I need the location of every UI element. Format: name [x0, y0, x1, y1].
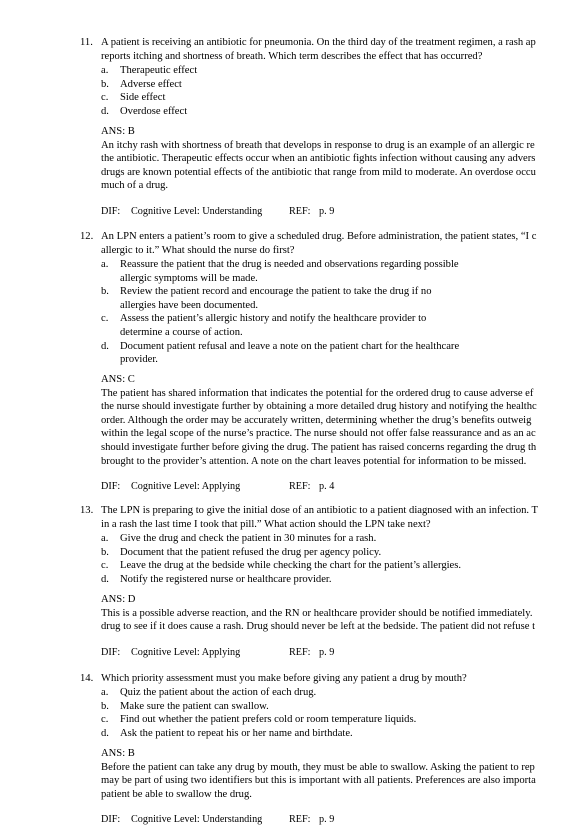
- option-letter: d.: [101, 340, 109, 352]
- dif-label: DIF:: [101, 647, 121, 658]
- answer-block: [101, 373, 537, 468]
- option-c: [101, 91, 521, 105]
- question-meta: [101, 646, 334, 660]
- question-stem: [101, 36, 536, 63]
- question-number: 14.: [80, 673, 94, 684]
- question-stem: [101, 230, 536, 257]
- rationale-line: the nurse should investigate further by obtaining a more detailed drug history and notifying the healthc: [101, 401, 537, 413]
- option-text: Leave the drug at the bedside while checking the chart for the patient’s allergies.: [120, 560, 462, 572]
- ref-value: p. 9: [319, 814, 335, 825]
- option-text: determine a course of action.: [120, 326, 243, 338]
- stem-line: Which priority assessment must you make before giving any patient a drug by mouth?: [101, 673, 467, 684]
- option-d: [101, 105, 521, 119]
- option-letter: c.: [101, 714, 109, 726]
- option-letter: d.: [101, 573, 109, 585]
- option-b: [101, 700, 521, 714]
- dif-value: Cognitive Level: Understanding: [131, 206, 263, 217]
- ref-label: REF:: [289, 481, 311, 492]
- option-letter: a.: [101, 533, 109, 544]
- stem-line: reports itching and shortness of breath. Which term describes the effect that has occurred?: [101, 50, 483, 62]
- option-text: Ask the patient to repeat his or her name and birthdate.: [120, 727, 353, 739]
- dif-label: DIF:: [101, 814, 121, 825]
- ref-label: REF:: [289, 206, 311, 217]
- options-list: [101, 686, 521, 740]
- option-letter: c.: [101, 560, 109, 572]
- option-text: Side effect: [120, 92, 166, 104]
- option-text: Overdose effect: [120, 105, 188, 117]
- rationale-line: within the legal scope of the nurse’s practice. The nurse should not offer false reassurance and as an ac: [101, 428, 536, 440]
- answer-key: ANS: B: [101, 126, 135, 137]
- rationale-line: drug to see if it does cause a rash. Drug should never be left at the bedside. The patient did not refuse t: [101, 621, 536, 633]
- option-text: Give the drug and check the patient in 30 minutes for a rash.: [120, 533, 377, 544]
- option-text: Adverse effect: [120, 78, 182, 90]
- option-letter: a.: [101, 687, 109, 698]
- option-text: Therapeutic effect: [120, 65, 198, 76]
- option-text: Quiz the patient about the action of each drug.: [120, 687, 317, 698]
- stem-line: allergic to it.” What should the nurse do first?: [101, 244, 295, 256]
- stem-line: An LPN enters a patient’s room to give a scheduled drug. Before administration, the patient states, “I c: [101, 231, 537, 242]
- question-meta: [101, 205, 334, 219]
- options-list: [101, 532, 521, 586]
- rationale-line: Before the patient can take any drug by mouth, they must be able to swallow. Asking the patient to rep: [101, 761, 535, 773]
- option-text: Reassure the patient that the drug is needed and observations regarding possible: [120, 259, 459, 270]
- dif-value: Cognitive Level: Applying: [131, 481, 241, 492]
- rationale-line: An itchy rash with shortness of breath that develops in response to drug is an example of an allergic re: [101, 139, 535, 151]
- option-d: [101, 727, 521, 741]
- options-list: [101, 64, 521, 118]
- question-number: 12.: [80, 231, 94, 242]
- options-list: [101, 258, 521, 367]
- option-c: [101, 559, 521, 573]
- option-text: Find out whether the patient prefers cold or room temperature liquids.: [120, 714, 417, 726]
- dif-label: DIF:: [101, 206, 121, 217]
- stem-line: A patient is receiving an antibiotic for pneumonia. On the third day of the treatment regimen, a rash ap: [101, 37, 536, 48]
- option-text: Notify the registered nurse or healthcare provider.: [120, 573, 332, 585]
- option-letter: b.: [101, 546, 109, 558]
- rationale-line: The patient has shared information that indicates the potential for the ordered drug to cause adverse ef: [101, 387, 534, 399]
- answer-block: [101, 125, 536, 193]
- rationale-line: may be part of using two identifiers but this is important with all patients. Preferences are also importa: [101, 775, 536, 787]
- ref-value: p. 9: [319, 647, 335, 658]
- option-a: [101, 258, 521, 285]
- ref-value: p. 9: [319, 206, 335, 217]
- option-text: provider.: [120, 354, 158, 366]
- option-text: allergies have been documented.: [120, 299, 259, 311]
- stem-line: The LPN is preparing to give the initial dose of an antibiotic to a patient diagnosed with an infection. T: [101, 505, 538, 516]
- rationale-line: the antibiotic. Therapeutic effects occur when an antibiotic fights infection without causing any advers: [101, 153, 536, 165]
- stem-line: in a rash the last time I took that pill.” What action should the LPN take next?: [101, 518, 431, 530]
- option-d: [101, 573, 521, 587]
- answer-key: ANS: C: [101, 374, 135, 385]
- rationale-line: drugs are known potential effects of the antibiotic that range from mild to moderate. An overdose occu: [101, 166, 536, 178]
- option-a: [101, 64, 521, 78]
- dif-value: Cognitive Level: Applying: [131, 647, 241, 658]
- answer-key: ANS: B: [101, 748, 135, 759]
- option-b: [101, 546, 521, 560]
- option-letter: b.: [101, 286, 109, 298]
- option-text: Make sure the patient can swallow.: [120, 700, 269, 712]
- question-stem: [101, 672, 467, 686]
- dif-value: Cognitive Level: Understanding: [131, 814, 263, 825]
- question-meta: [101, 480, 334, 494]
- option-letter: a.: [101, 65, 109, 76]
- option-letter: a.: [101, 259, 109, 270]
- option-letter: b.: [101, 78, 109, 90]
- option-d: [101, 340, 521, 367]
- question-stem: [101, 504, 538, 531]
- rationale-line: patient be able to swallow the drug.: [101, 788, 252, 800]
- option-c: [101, 312, 521, 339]
- option-b: [101, 78, 521, 92]
- ref-label: REF:: [289, 647, 311, 658]
- option-text: Assess the patient’s allergic history and notify the healthcare provider to: [120, 313, 427, 325]
- rationale-line: much of a drug.: [101, 180, 169, 192]
- option-text: Review the patient record and encourage the patient to take the drug if no: [120, 286, 432, 298]
- option-a: [101, 532, 521, 546]
- rationale-line: should investigate further before giving the drug. The patient has raised concerns regarding the drug th: [101, 441, 537, 453]
- question-meta: [101, 813, 334, 827]
- option-text: Document that the patient refused the drug per agency policy.: [120, 546, 382, 558]
- dif-label: DIF:: [101, 481, 121, 492]
- option-letter: c.: [101, 92, 109, 104]
- ref-value: p. 4: [319, 481, 335, 492]
- ref-label: REF:: [289, 814, 311, 825]
- option-letter: b.: [101, 700, 109, 712]
- option-text: allergic symptoms will be made.: [120, 272, 258, 284]
- answer-block: [101, 747, 536, 801]
- question-number: 13.: [80, 505, 94, 516]
- option-letter: d.: [101, 105, 109, 117]
- rationale-line: order. Although the order may be accurately written, determining whether the drug’s benefits outweig: [101, 414, 532, 426]
- question-number: 11.: [80, 37, 93, 48]
- option-c: [101, 713, 521, 727]
- option-text: Document patient refusal and leave a note on the patient chart for the healthcare: [120, 340, 460, 352]
- rationale-line: This is a possible adverse reaction, and the RN or healthcare provider should be notified immediately.: [101, 607, 533, 619]
- option-b: [101, 285, 521, 312]
- answer-block: [101, 593, 535, 634]
- answer-key: ANS: D: [101, 594, 136, 605]
- option-letter: c.: [101, 313, 109, 325]
- option-letter: d.: [101, 727, 109, 739]
- rationale-line: brought to the provider’s attention. A note on the chart leaves potential for information to be missed.: [101, 455, 527, 467]
- option-a: [101, 686, 521, 700]
